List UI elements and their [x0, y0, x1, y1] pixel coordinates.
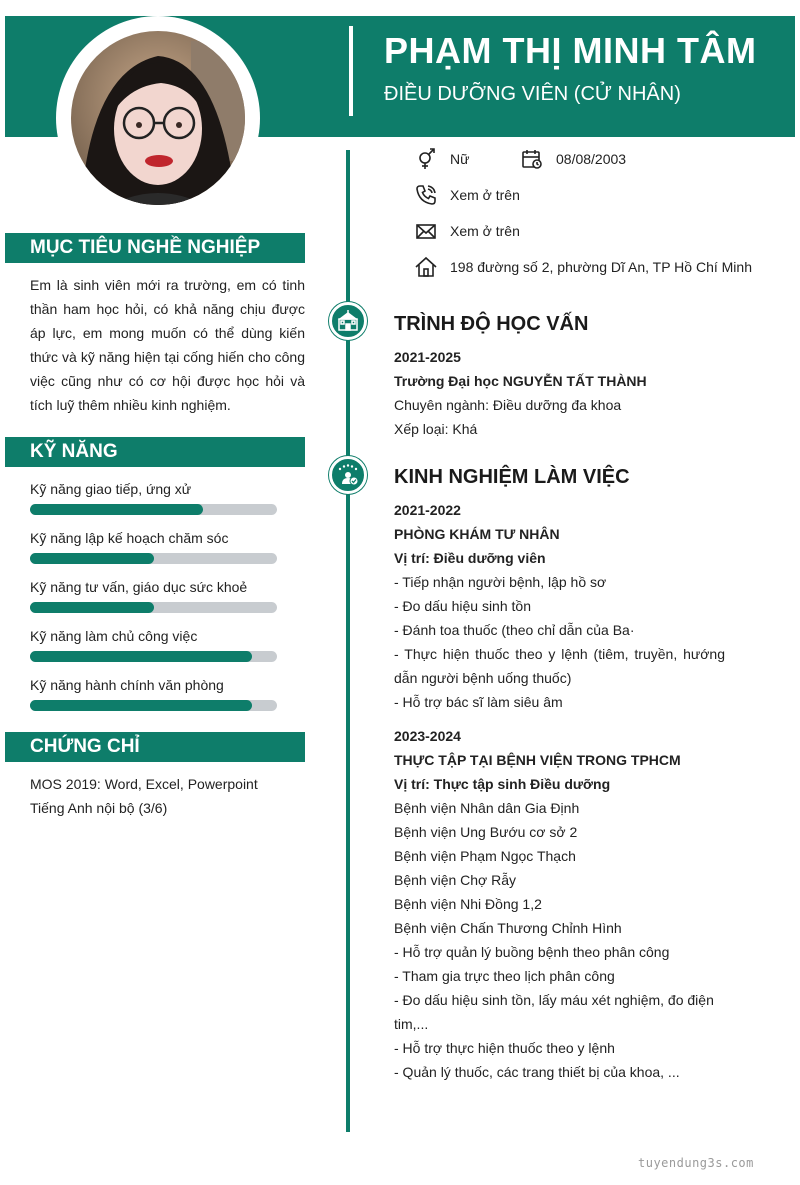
- skill-bar-track: [30, 504, 277, 515]
- email-text: Xem ở trên: [450, 223, 520, 239]
- skill-label: Kỹ năng lập kế hoạch chăm sóc: [30, 530, 229, 546]
- skill-bar-fill: [30, 504, 203, 515]
- job-detail: - Quản lý thuốc, các trang thiết bị của khoa, ...: [394, 1064, 680, 1080]
- envelope-icon: [415, 220, 437, 242]
- skill-item: [30, 626, 277, 662]
- job-detail: Bệnh viện Chợ Rẫy: [394, 872, 517, 888]
- skill-bar-track: [30, 602, 277, 613]
- job-detail: - Tiếp nhận người bệnh, lập hồ sơ: [394, 574, 607, 590]
- gender-row: [415, 148, 469, 170]
- experience-heading: KINH NGHIỆM LÀM VIỆC: [394, 466, 630, 488]
- birthdate-text: 08/08/2003: [556, 151, 627, 167]
- watermark: tuyendung3s.com: [638, 1156, 754, 1170]
- phone-text: Xem ở trên: [450, 187, 520, 203]
- skill-bar-track: [30, 700, 277, 711]
- skill-bar-fill: [30, 553, 154, 564]
- education-school: Trường Đại học NGUYỄN TẤT THÀNH: [394, 373, 647, 389]
- skills-heading: KỸ NĂNG: [5, 437, 305, 467]
- calendar-icon: [521, 148, 543, 170]
- education-heading: TRÌNH ĐỘ HỌC VẤN: [394, 313, 589, 335]
- skill-item: [30, 577, 277, 613]
- job-title: ĐIỀU DƯỠNG VIÊN (CỬ NHÂN): [384, 83, 681, 105]
- job-company: THỰC TẬP TẠI BỆNH VIỆN TRONG TPHCM: [394, 752, 681, 768]
- email-row: [415, 220, 520, 242]
- job-detail: Bệnh viện Nhi Đồng 1,2: [394, 896, 542, 912]
- gender-text: Nữ: [450, 151, 470, 167]
- phone-icon: [415, 184, 437, 206]
- skill-label: Kỹ năng tư vấn, giáo dục sức khoẻ: [30, 579, 248, 595]
- education-period: 2021-2025: [394, 349, 461, 365]
- skill-bar-fill: [30, 700, 252, 711]
- avatar: [71, 31, 245, 205]
- objective-heading: MỤC TIÊU NGHỀ NGHIỆP: [5, 233, 305, 263]
- job-position: Vị trí: Thực tập sinh Điều dưỡng: [394, 776, 611, 792]
- birthdate-row: [521, 148, 626, 170]
- job-detail: - Đo dấu hiệu sinh tồn, lấy máu xét nghiệm, đo điện tim,...: [394, 992, 714, 1032]
- job-detail: - Hỗ trợ thực hiện thuốc theo y lệnh: [394, 1040, 615, 1056]
- skill-label: Kỹ năng hành chính văn phòng: [30, 677, 224, 693]
- job-detail: - Tham gia trực theo lịch phân công: [394, 968, 615, 984]
- certificate-item: MOS 2019: Word, Excel, Powerpoint: [30, 776, 258, 792]
- skill-bar-track: [30, 651, 277, 662]
- job-detail: - Đánh toa thuốc (theo chỉ dẫn của Ba·: [394, 622, 635, 638]
- job-detail: Bệnh viện Chấn Thương Chỉnh Hình: [394, 920, 622, 936]
- job-position: Vị trí: Điều dưỡng viên: [394, 550, 546, 566]
- address-text: 198 đường số 2, phường Dĩ An, TP Hồ Chí Minh: [450, 259, 752, 275]
- skill-bar-fill: [30, 602, 154, 613]
- job-period: 2021-2022: [394, 502, 461, 518]
- job-detail: - Hỗ trợ bác sĩ làm siêu âm: [394, 694, 563, 710]
- skill-bar-track: [30, 553, 277, 564]
- address-row: [415, 256, 752, 278]
- candidate-name: PHẠM THỊ MINH TÂM: [384, 30, 757, 71]
- certificate-item: Tiếng Anh nội bộ (3/6): [30, 800, 168, 816]
- skill-label: Kỹ năng giao tiếp, ứng xử: [30, 481, 192, 497]
- job-detail: - Hỗ trợ quản lý buồng bệnh theo phân công: [394, 944, 670, 960]
- certificates-heading: CHỨNG CHỈ: [5, 732, 305, 762]
- timeline-line: [346, 150, 350, 1132]
- phone-row: [415, 184, 520, 206]
- skill-label: Kỹ năng làm chủ công việc: [30, 628, 198, 644]
- skill-item: [30, 528, 277, 564]
- skill-bar-fill: [30, 651, 252, 662]
- skill-item: [30, 479, 277, 515]
- job-detail: Bệnh viện Phạm Ngọc Thạch: [394, 848, 576, 864]
- job-detail: Bệnh viện Nhân dân Gia Định: [394, 800, 580, 816]
- education-major: Chuyên ngành: Điều dưỡng đa khoa: [394, 397, 622, 413]
- school-icon: [329, 302, 367, 340]
- education-grade: Xếp loại: Khá: [394, 421, 478, 437]
- job-company: PHÒNG KHÁM TƯ NHÂN: [394, 526, 560, 542]
- skill-item: [30, 675, 277, 711]
- experience-icon: [329, 456, 367, 494]
- job-detail: - Đo dấu hiệu sinh tồn: [394, 598, 531, 614]
- job-detail: Bệnh viện Ung Bướu cơ sở 2: [394, 824, 578, 840]
- header-divider: [349, 26, 353, 116]
- home-icon: [415, 256, 437, 278]
- job-period: 2023-2024: [394, 728, 461, 744]
- objective-text: Em là sinh viên mới ra trường, em có tinh thần ham học hỏi, có khả năng chịu được áp lực, em mong muốn có thể dùng kiến thức và kỹ năng hiện tại cống hiến cho công việc cũng như có cơ hội được học hỏi và tích luỹ thêm nhiều kinh nghiệm.: [30, 277, 305, 413]
- job-detail: - Thực hiện thuốc theo y lệnh (tiêm, truyền, hướng dẫn người bệnh uống thuốc): [394, 646, 725, 686]
- gender-icon: [415, 148, 437, 170]
